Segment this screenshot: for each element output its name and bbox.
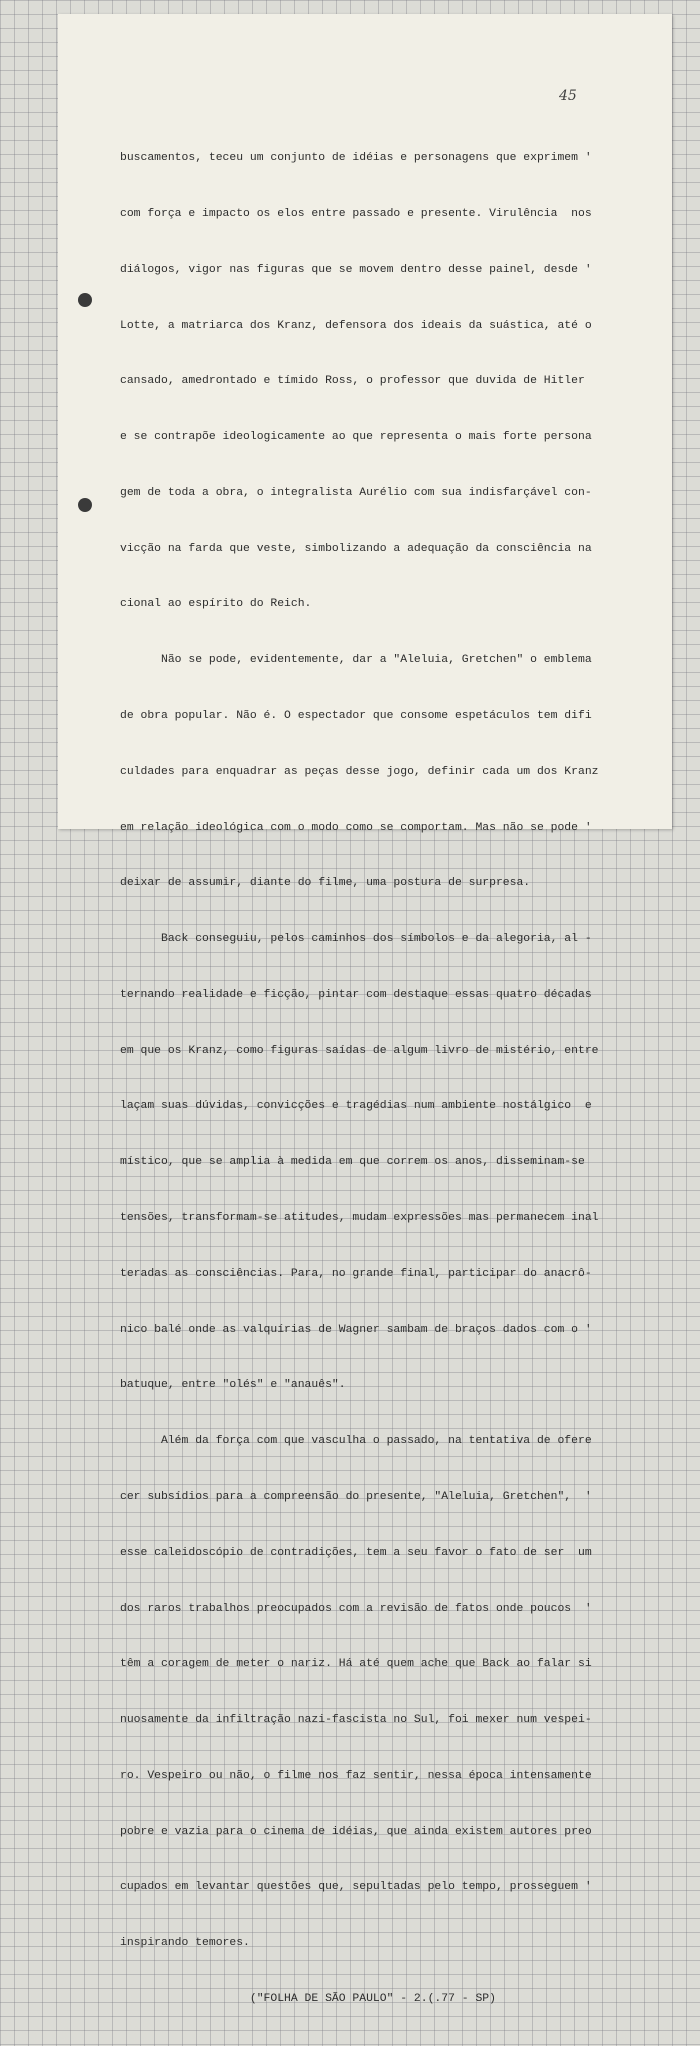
typed-text-body: [120, 112, 640, 2046]
text-line: diálogos, vigor nas figuras que se movem dentro desse painel, desde ': [120, 263, 592, 276]
text-line: ro. Vespeiro ou não, o filme nos faz sentir, nessa época intensamente: [120, 1769, 592, 1782]
typewritten-page: [58, 14, 672, 2005]
text-line: Lotte, a matriarca dos Kranz, defensora dos ideais da suástica, até o: [120, 319, 592, 332]
text-line: têm a coragem de meter o nariz. Há até quem ache que Back ao falar si: [120, 1658, 592, 1671]
text-line: deixar de assumir, diante do filme, uma postura de surpresa.: [120, 877, 531, 890]
text-line: pobre e vazia para o cinema de idéias, que ainda existem autores preo: [120, 1825, 592, 1838]
text-line: cer subsídios para a compreensão do presente, "Aleluia, Gretchen", ': [120, 1490, 592, 1503]
text-line: e se contrapõe ideologicamente ao que representa o mais forte persona: [120, 431, 592, 444]
punch-hole: [78, 498, 92, 512]
source-citation: ("FOLHA DE SÃO PAULO" - 2.(.77 - SP): [120, 1992, 496, 2005]
text-line: em que os Kranz, como figuras saídas de algum livro de mistério, entre: [120, 1044, 599, 1057]
text-line: Não se pode, evidentemente, dar a "Aleluia, Gretchen" o emblema: [120, 654, 592, 667]
page-number: 45: [559, 88, 577, 104]
text-line: cupados em levantar questões que, sepultadas pelo tempo, prosseguem ': [120, 1881, 592, 1894]
text-line: tensões, transformam-se atitudes, mudam expressões mas permanecem inal: [120, 1212, 599, 1225]
text-line: ternando realidade e ficção, pintar com destaque essas quatro décadas: [120, 988, 592, 1001]
text-line: teradas as consciências. Para, no grande final, participar do anacrô-: [120, 1267, 592, 1280]
text-line: místico, que se amplia à medida em que correm os anos, disseminam-se: [120, 1156, 585, 1169]
text-line: culdades para enquadrar as peças desse jogo, definir cada um dos Kranz: [120, 765, 599, 778]
text-line: inspirando temores.: [120, 1937, 250, 1950]
punch-hole: [78, 293, 92, 307]
text-line: em relação ideológica com o modo como se comportam. Mas não se pode ': [120, 821, 592, 834]
text-line: dos raros trabalhos preocupados com a revisão de fatos onde poucos ': [120, 1602, 592, 1615]
text-line: Back conseguiu, pelos caminhos dos símbolos e da alegoria, al -: [120, 933, 592, 946]
text-line: nico balé onde as valquírias de Wagner sambam de braços dados com o ': [120, 1323, 592, 1336]
text-line: batuque, entre "olés" e "anauês".: [120, 1379, 346, 1392]
text-line: cional ao espírito do Reich.: [120, 598, 312, 611]
text-line: com força e impacto os elos entre passado e presente. Virulência nos: [120, 207, 592, 220]
text-line: buscamentos, teceu um conjunto de idéias e personagens que exprimem ': [120, 152, 592, 165]
text-line: vicção na farda que veste, simbolizando a adequação da consciência na: [120, 542, 592, 555]
text-line: nuosamente da infiltração nazi-fascista no Sul, foi mexer num vespei-: [120, 1714, 592, 1727]
text-line: de obra popular. Não é. O espectador que consome espetáculos tem difi: [120, 710, 592, 722]
text-line: esse caleidoscópio de contradições, tem a seu favor o fato de ser um: [120, 1546, 592, 1559]
text-line: gem de toda a obra, o integralista Aurélio com sua indisfarçável con-: [120, 486, 592, 499]
text-line: cansado, amedrontado e tímido Ross, o professor que duvida de Hitler: [120, 375, 585, 388]
text-line: laçam suas dúvidas, convicções e tragédias num ambiente nostálgico e: [120, 1100, 592, 1113]
text-line: Além da força com que vasculha o passado, na tentativa de ofere: [120, 1435, 592, 1448]
